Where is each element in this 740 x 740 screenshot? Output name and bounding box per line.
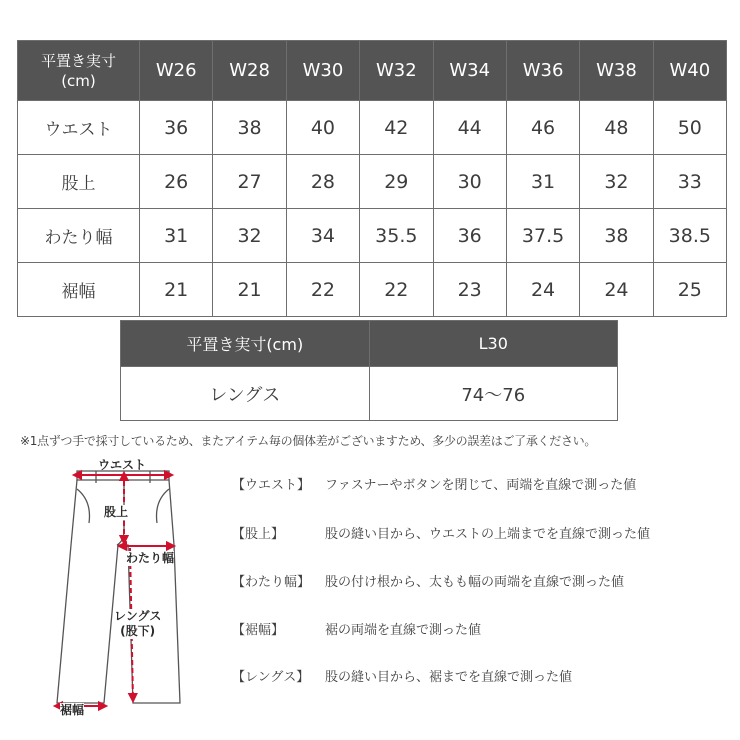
table-cell: 44 (433, 101, 506, 155)
legend-item-hem (232, 619, 732, 639)
size-header-w40: W40 (653, 41, 726, 101)
legend-term: 【裾幅】 (232, 623, 285, 638)
size-header-label-line1: 平置き実寸 (40, 51, 116, 70)
table-cell: 48 (580, 101, 653, 155)
diagram-label-rise: 股上 (104, 505, 129, 519)
table-cell: 38.5 (653, 209, 726, 263)
table-cell: 21 (140, 263, 213, 317)
size-header-label (18, 41, 140, 101)
size-header-w30: W30 (286, 41, 359, 101)
row-label: わたり幅 (18, 209, 140, 263)
diagram-label-inseam-line1: レングス (114, 609, 162, 623)
table-cell: 28 (286, 155, 359, 209)
table-row-waist (18, 101, 727, 155)
legend-item-thigh (232, 571, 732, 591)
legend-desc: 股の縫い目から、裾までを直線で測った値 (325, 670, 573, 685)
table-cell: 31 (140, 209, 213, 263)
table-cell: 33 (653, 155, 726, 209)
table-cell: 34 (286, 209, 359, 263)
table-cell: 46 (506, 101, 579, 155)
legend-term: 【わたり幅】 (232, 575, 311, 590)
table-cell: 24 (506, 263, 579, 317)
table-cell: 29 (360, 155, 433, 209)
diagram-label-thigh: わたり幅 (126, 551, 175, 565)
legend-term: 【レングス】 (232, 670, 310, 685)
size-header-row (18, 41, 727, 101)
legend-desc: 裾の両端を直線で測った値 (325, 623, 482, 638)
size-header-w26: W26 (140, 41, 213, 101)
legend-term: 【股上】 (232, 527, 285, 542)
table-cell: 50 (653, 101, 726, 155)
row-label: 股上 (18, 155, 140, 209)
table-cell: 32 (580, 155, 653, 209)
table-cell: 42 (360, 101, 433, 155)
length-header-size: L30 (369, 321, 618, 367)
table-cell: 38 (580, 209, 653, 263)
size-header-w36: W36 (506, 41, 579, 101)
diagram-label-waist: ウエスト (98, 458, 147, 472)
legend-desc: 股の付け根から、太もも幅の両端を直線で測った値 (325, 575, 625, 590)
size-chart-table (17, 40, 727, 317)
legend-item-rise (232, 523, 732, 543)
size-header-w32: W32 (360, 41, 433, 101)
table-cell: 36 (140, 101, 213, 155)
table-cell: 22 (360, 263, 433, 317)
row-label: 裾幅 (18, 263, 140, 317)
table-cell: 21 (213, 263, 286, 317)
size-header-w38: W38 (580, 41, 653, 101)
pants-diagram (40, 455, 210, 735)
table-cell: 36 (433, 209, 506, 263)
size-header-w28: W28 (213, 41, 286, 101)
legend-desc: ファスナーやボタンを閉じて、両端を直線で測った値 (325, 478, 637, 493)
table-cell: 40 (286, 101, 359, 155)
table-cell: 38 (213, 101, 286, 155)
table-row-thigh (18, 209, 727, 263)
legend-item-waist (232, 474, 732, 494)
table-cell: 22 (286, 263, 359, 317)
size-header-label-line2: (cm) (61, 71, 96, 90)
table-cell: 37.5 (506, 209, 579, 263)
table-cell: 74〜76 (369, 367, 618, 421)
legend-desc: 股の縫い目から、ウエストの上端までを直線で測った値 (325, 527, 651, 542)
table-cell: 27 (213, 155, 286, 209)
table-cell: 31 (506, 155, 579, 209)
diagram-label-inseam-line2: (股下) (120, 624, 156, 638)
row-label: レングス (121, 367, 370, 421)
table-cell: 30 (433, 155, 506, 209)
table-cell: 26 (140, 155, 213, 209)
diagram-label-inseam (114, 609, 161, 639)
length-header-label: 平置き実寸(cm) (121, 321, 370, 367)
table-cell: 35.5 (360, 209, 433, 263)
table-row-rise (18, 155, 727, 209)
size-header-w34: W34 (433, 41, 506, 101)
legend-item-length (232, 666, 732, 686)
table-cell: 25 (653, 263, 726, 317)
legend-term: 【ウエスト】 (232, 478, 311, 493)
diagram-label-hem: 裾幅 (60, 703, 85, 717)
pants-illustration (40, 455, 210, 735)
row-label: ウエスト (18, 101, 140, 155)
table-row-hem (18, 263, 727, 317)
length-header-row (121, 321, 618, 367)
table-cell: 23 (433, 263, 506, 317)
table-cell: 24 (580, 263, 653, 317)
measurement-note: ※1点ずつ手で採寸しているため、またアイテム毎の個体差がございますため、多少の誤差はご了承ください。 (20, 434, 597, 448)
length-table (120, 320, 618, 421)
table-cell: 32 (213, 209, 286, 263)
table-row-length (121, 367, 618, 421)
